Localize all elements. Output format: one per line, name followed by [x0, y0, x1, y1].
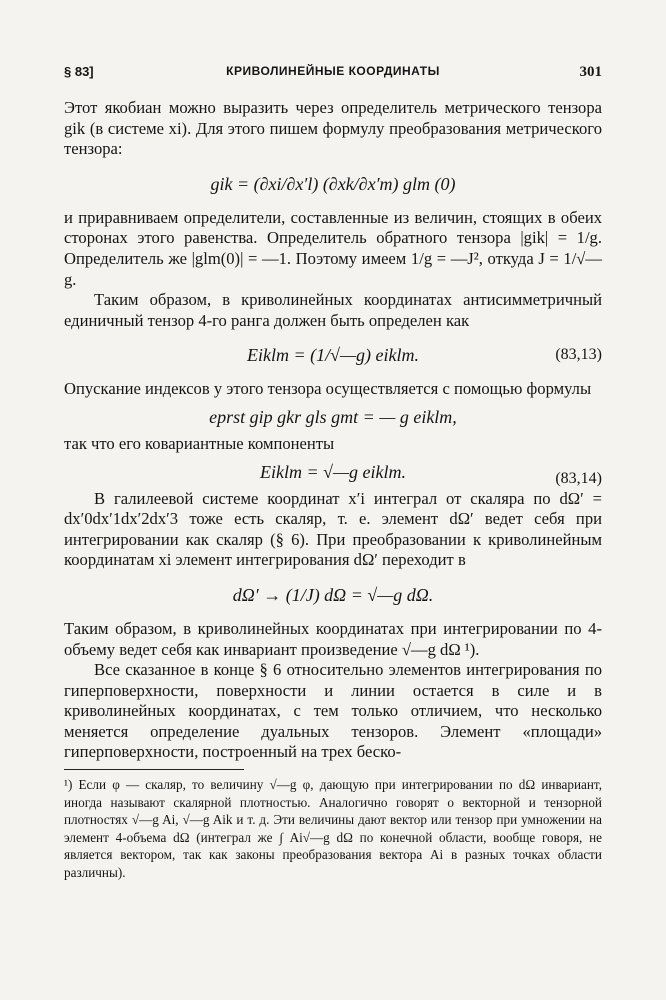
section-mark: § 83] [64, 64, 94, 79]
paragraph-3: Таким образом, в криволинейных координатах антисимметричный единичный тензор 4-го ранга должен быть определен как [64, 290, 602, 330]
formula-expression: eprst gip gkr gls gmt = — g eiklm, [209, 406, 457, 427]
paragraph-8: Все сказанное в конце § 6 относительно элементов интегрирования по гиперповерхности, поверхности и линии остается в силе и в криволинейных координатах, с тем только отличием, что несколько меняется определение дуальных тензоров. Элемент «площади» гиперповерхности, построенный на трех беско- [64, 660, 602, 762]
equation-number: (83,14) [555, 469, 602, 487]
formula-expression: gik = (∂xi/∂x′l) (∂xk/∂x′m) glm (0) [210, 173, 456, 194]
formula-index-lowering [64, 400, 602, 434]
footnote: ¹) Если φ — скаляр, то величину √—g φ, дающую при интегрировании по dΩ инвариант, иногда называют скалярной плотностью. Аналогично говорят о векторной и тензорной плотностях √—g Ai, √—g Aik и т. д. Эти величины дают вектор или тензор при умножении на элемент 4-объема dΩ (интеграл же ∫ Ai√—g dΩ по конечной области, вообще говоря, не является вектором, так как законы преобразования вектора Ai в разных точках области различны). [64, 777, 602, 881]
paragraph-7: Таким образом, в криволинейных координатах при интегрировании по 4-объему ведет себя как инвариант произведение √—g dΩ ¹). [64, 618, 602, 659]
formula-volume-element [64, 571, 602, 619]
formula-expression: dΩ′ → (1/J) dΩ = √—g dΩ. [232, 584, 434, 605]
formula-metric-transform [64, 160, 602, 208]
chapter-title: КРИВОЛИНЕЙНЫЕ КООРДИНАТЫ [226, 64, 440, 78]
paragraph-6: В галилеевой системе координат x′i интеграл от скаляра по dΩ′ = dx′0dx′1dx′2dx′3 тоже есть скаляр, т. е. элемент dΩ′ ведет себя при интегрировании как скаляр (§ 6). При преобразовании к криволинейным координатам xi элемент интегрирования dΩ′ переходит в [64, 488, 602, 570]
paragraph-1: Этот якобиан можно выразить через определитель метрического тензора gik (в системе xi). Для этого пишем формулу преобразования метрического тензора: [64, 98, 602, 159]
page-number: 301 [579, 64, 602, 80]
formula-expression: Eiklm = (1/√—g) eiklm. [247, 345, 419, 366]
text-body [64, 98, 602, 882]
formula-83-13 [64, 331, 602, 379]
formula-83-14 [64, 455, 602, 489]
paragraph-5: так что его ковариантные компоненты [64, 433, 335, 453]
footnote-divider [64, 769, 244, 770]
formula-expression: Eiklm = √—g eiklm. [260, 461, 406, 482]
running-header [64, 64, 602, 84]
paragraph-4: Опускание индексов у этого тензора осуществляется с помощью формулы [64, 379, 592, 399]
equation-number: (83,13) [555, 346, 602, 364]
paragraph-2: и приравниваем определители, составленные из величин, стоящих в обеих сторонах этого равенства. Определитель обратного тензора |gik| = 1/g. Определитель же |glm(0)| = —1. Поэтому имеем 1/g = —J², откуда J = 1/√—g. [64, 207, 602, 289]
